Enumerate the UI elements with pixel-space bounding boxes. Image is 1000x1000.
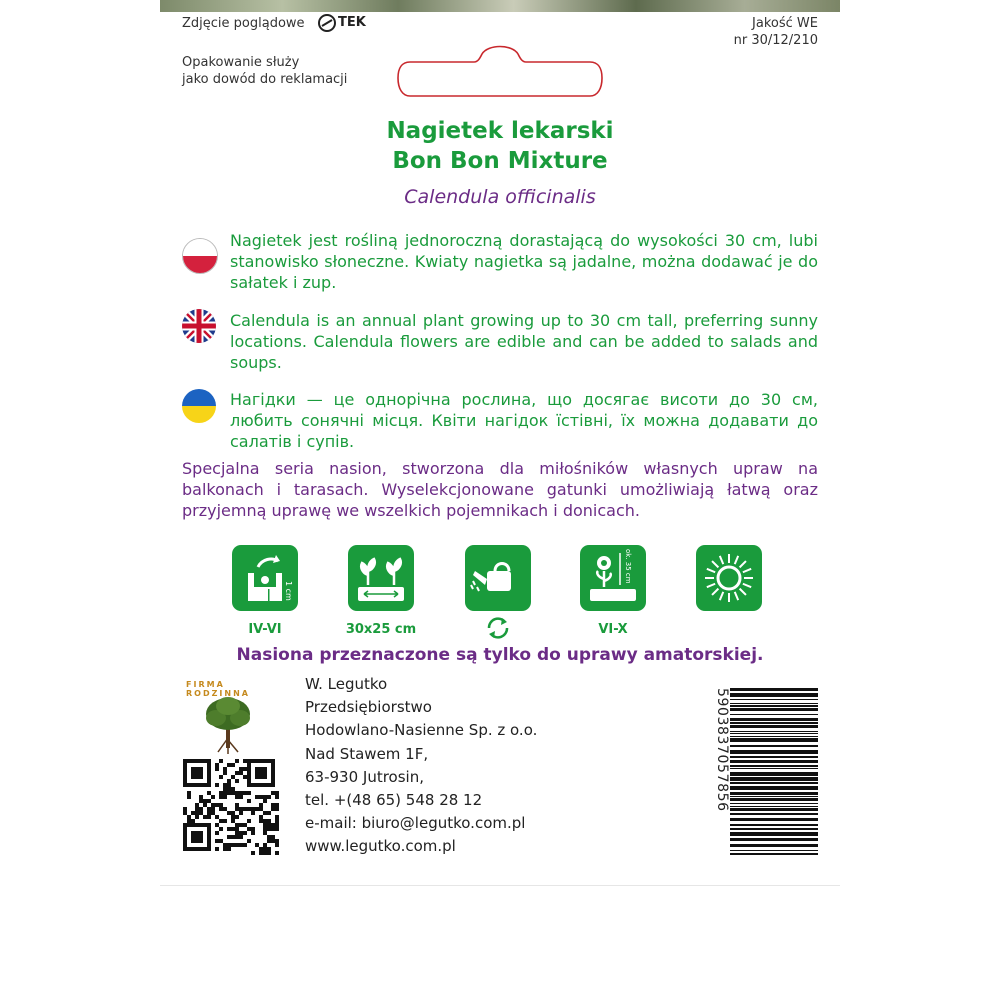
flowering-period-label: VI-X <box>598 622 628 637</box>
photo-strip <box>160 0 840 12</box>
barcode-digits-text: 5903837057856 <box>714 688 730 812</box>
description-en: Calendula is an annual plant growing up to 30 cm tall, preferring sunny locations. Calendula flowers are edible and can be added to salads and soups. <box>230 311 818 372</box>
tek-logo <box>318 14 366 32</box>
sowing-period-label: IV-VI <box>248 622 282 637</box>
company-legal-name: Hodowlano-Nasienne Sp. z o.o. <box>305 721 538 740</box>
product-name-line-1: Nagietek lekarski <box>386 118 614 144</box>
company-address <box>305 673 537 859</box>
company-city: 63-930 Jutrosin, <box>305 767 424 786</box>
ean-barcode <box>714 688 818 856</box>
tek-logo-icon <box>318 14 336 32</box>
complaint-note <box>182 54 347 88</box>
flowering-height-icon <box>580 545 646 611</box>
plant-spacing-icon <box>348 545 414 611</box>
hanger-slot <box>396 40 604 98</box>
repeat-cycle-icon <box>484 616 512 640</box>
description-uk: Нагідки — це однорічна рослина, що досягає висоти до 30 см, любить сонячні місця. Квіти нагідок їстівні, їх можна додавати до салатів і супів. <box>230 390 818 451</box>
tek-logo-text: TEK <box>338 15 366 30</box>
poland-flag-icon <box>182 238 218 274</box>
product-name-line-2: Bon Bon Mixture <box>392 148 608 174</box>
amateur-use-note: Nasiona przeznaczone są tylko do uprawy amatorskiej. <box>236 645 764 665</box>
series-description: Specjalna seria nasion, stworzona dla miłośników własnych upraw na balkonach i tarasach. Wyselekcjonowane gatunki umożliwiają łatwą oraz przyjemną uprawę we wszelkich pojemnikach i donicach. <box>182 459 818 520</box>
description-pl: Nagietek jest rośliną jednoroczną dorastającą do wysokości 30 cm, lubi stanowisko słoneczne. Kwiaty nagietka są jadalne, można dodawać je do sałatek i zup. <box>230 231 818 292</box>
sun-icon <box>696 545 762 611</box>
product-name <box>160 116 840 176</box>
illustrative-photo-note: Zdjęcie poglądowe <box>182 16 305 31</box>
complaint-line-1: Opakowanie służy <box>182 55 300 70</box>
company-name: W. Legutko <box>305 675 388 693</box>
quality-mark <box>734 15 818 49</box>
family-company-logo <box>180 678 276 758</box>
latin-name: Calendula officinalis <box>404 186 596 208</box>
company-street: Nad Stawem 1F, <box>305 744 429 763</box>
company-email: e-mail: biuro@legutko.com.pl <box>305 814 526 833</box>
company-website: www.legutko.com.pl <box>305 837 456 856</box>
plant-spacing-label: 30x25 cm <box>345 622 417 637</box>
logo-text: FIRMA RODZINNA <box>186 680 250 698</box>
sowing-depth-icon <box>232 545 298 611</box>
qr-code <box>183 759 279 855</box>
quality-line-2: nr 30/12/210 <box>733 33 818 48</box>
complaint-line-2: jako dowód do reklamacji <box>182 72 348 87</box>
company-type: Przedsiębiorstwo <box>305 698 432 717</box>
quality-line-1: Jakość WE <box>752 16 818 31</box>
barcode-digits <box>714 688 730 856</box>
ukraine-flag-icon <box>182 389 216 423</box>
barcode-bars <box>730 688 818 856</box>
watering-can-icon <box>465 545 531 611</box>
plant-height-text: ok. 35 cm <box>624 549 632 584</box>
uk-flag-icon <box>182 309 216 343</box>
sowing-depth-text: 1 cm <box>284 581 293 601</box>
company-phone: tel. +(48 65) 548 28 12 <box>305 791 483 810</box>
